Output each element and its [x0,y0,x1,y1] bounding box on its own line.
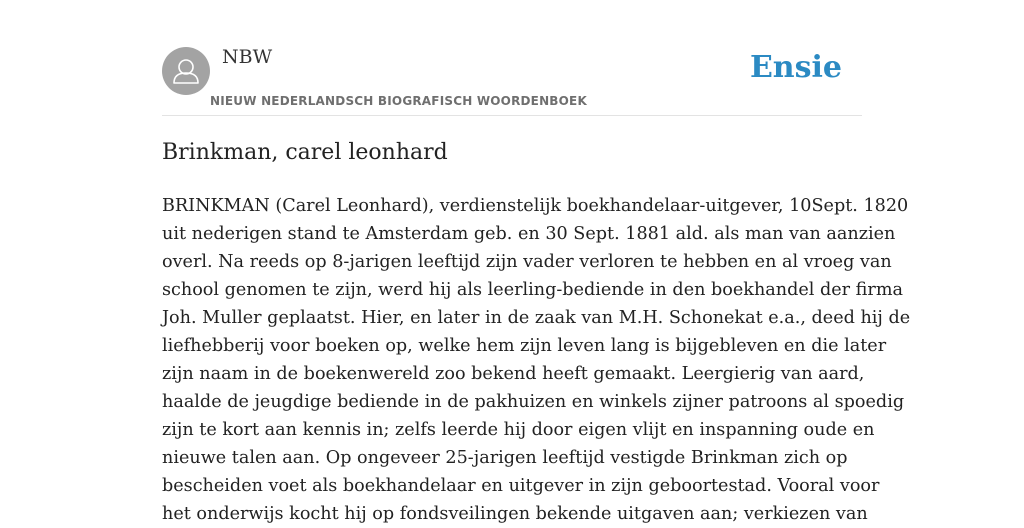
content-container [162,0,911,524]
body-line: het onderwijs kocht hij op fondsveilingen bekende uitgaven aan; verkiezen van [162,504,868,524]
source-avatar[interactable] [162,47,210,95]
body-line: zijn te kort aan kennis in; zelfs leerde hij door eigen vlijt en inspanning oude en [162,420,875,440]
body-line: nieuwe talen aan. Op ongeveer 25-jarigen leeftijd vestigde Brinkman zich op [162,448,848,468]
body-line: zijn naam in de boekenwereld zoo bekend heeft gemaakt. Leergierig van aard, [162,364,865,384]
body-line: BRINKMAN (Carel Leonhard), verdienstelijk boekhandelaar-uitgever, 10Sept. 1820 [162,196,909,216]
body-line: overl. Na reeds op 8-jarigen leeftijd zijn vader verloren te hebben en al vroeg van [162,252,892,272]
brand-logo[interactable]: Ensie [749,50,842,85]
source-abbreviation[interactable]: NBW [222,46,273,68]
entry-title: Brinkman, carel leonhard [162,140,448,165]
body-line: bescheiden voet als boekhandelaar en uitgever in zijn geboortestad. Vooral voor [162,476,880,496]
body-line: school genomen te zijn, werd hij als leerling-bediende in den boekhandel der firma [162,280,903,300]
body-line: Joh. Muller geplaatst. Hier, en later in de zaak van M.H. Schonekat e.a., deed hij de [162,308,911,328]
body-line: uit nederigen stand te Amsterdam geb. en 30 Sept. 1881 ald. als man van aanzien [162,224,896,244]
user-icon [162,47,210,95]
header [162,0,862,116]
source-full-name[interactable]: NIEUW NEDERLANDSCH BIOGRAFISCH WOORDENBOEK [210,94,587,108]
entry-body [162,192,911,528]
body-line: haalde de jeugdige bediende in de pakhuizen en winkels zijner patroons al spoedig [162,392,905,412]
body-line: liefhebberij voor boeken op, welke hem zijn leven lang is bijgebleven en die later [162,336,887,356]
